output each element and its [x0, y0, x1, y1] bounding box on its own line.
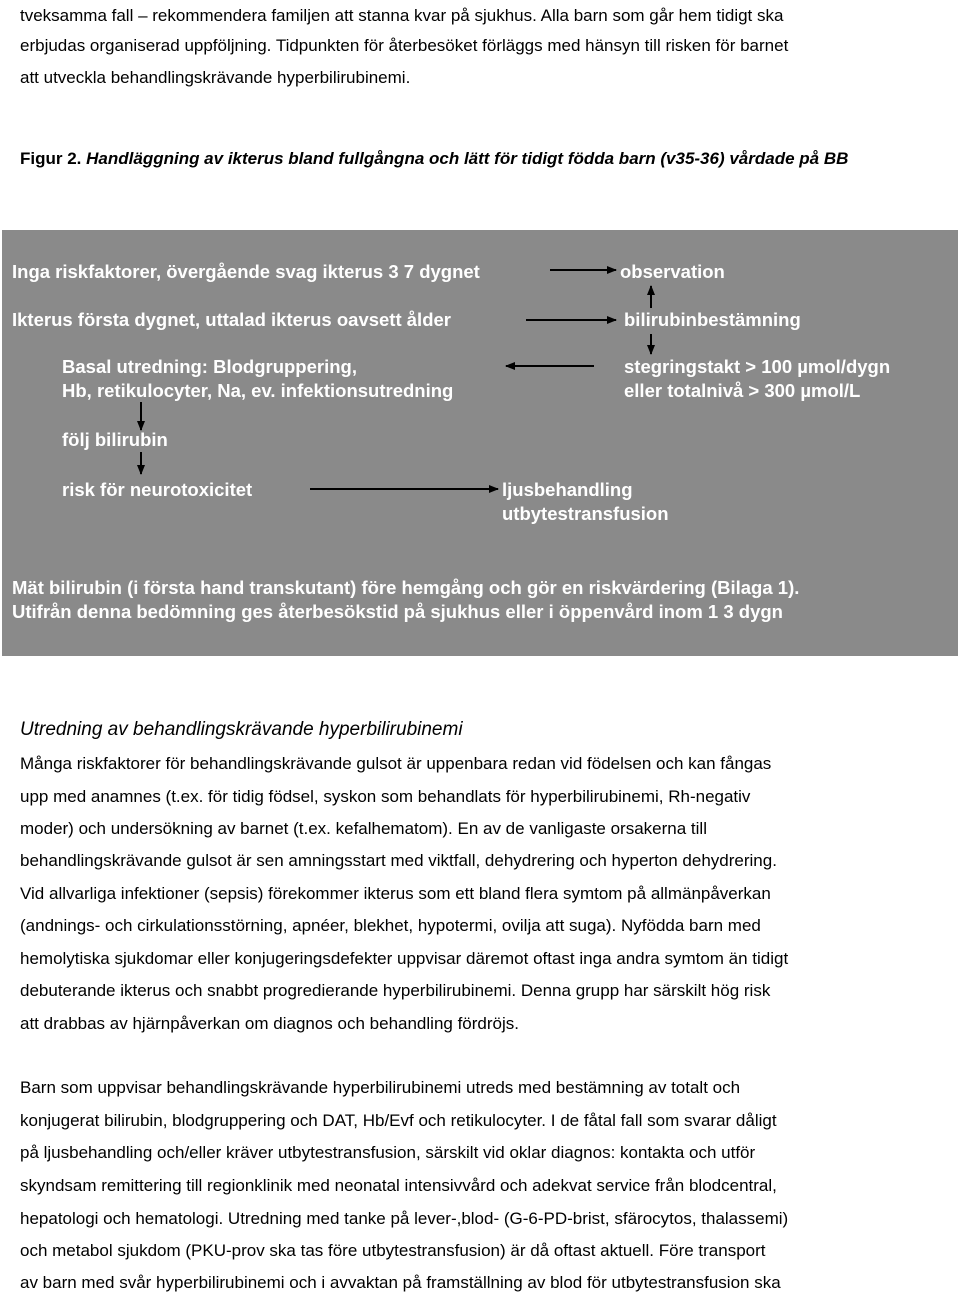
flow-rate-line2: eller totalnivå > 300 µmol/L [624, 380, 861, 401]
flow-no-risk: Inga riskfaktorer, övergående svag ikterus 3 7 dygnet [12, 261, 480, 282]
figure-title: Handläggning av ikterus bland fullgångna och lätt för tidigt födda barn (v35-36) vårdade på BB [86, 149, 849, 168]
paragraph-line: skyndsam remittering till regionklinik med neonatal intensivvård och adekvat service från blodcentral, [20, 1176, 777, 1195]
paragraph-line: hepatologi och hematologi. Utredning med tanke på lever-,blod- (G-6-PD-brist, sfärocytos, thalassemi) [20, 1209, 789, 1228]
figure-label: Figur 2. [20, 149, 82, 168]
paragraph-line: upp med anamnes (t.ex. för tidig födsel, syskon som behandlats för hyperbilirubinemi, Rh-negativ [20, 787, 751, 806]
section-heading: Utredning av behandlingskrävande hyperbilirubinemi [20, 719, 463, 740]
paragraph-line: hemolytiska sjukdomar eller konjugeringsdefekter uppvisar däremot oftast inga andra symtom än tidigt [20, 949, 789, 968]
paragraph-line: att drabbas av hjärnpåverkan om diagnos och behandling fördröjs. [20, 1014, 519, 1033]
intro-line: att utveckla behandlingskrävande hyperbilirubinemi. [20, 68, 411, 87]
paragraph-line: Många riskfaktorer för behandlingskrävande gulsot är uppenbara redan vid födelsen och kan fångas [20, 754, 772, 773]
paragraph-line: behandlingskrävande gulsot är sen amningsstart med viktfall, dehydrering och hyperton dehydrering. [20, 851, 777, 870]
paragraph-line: och metabol sjukdom (PKU-prov ska tas före utbytestransfusion) är då oftast aktuell. Före transport [20, 1241, 766, 1260]
flow-bilirubin-test: bilirubinbestämning [624, 309, 801, 330]
intro-line: erbjudas organiserad uppföljning. Tidpunkten för återbesöket förläggs med hänsyn till risken för barnet [20, 36, 789, 55]
flow-footer-line1: Mät bilirubin (i första hand transkutant) före hemgång och gör en riskvärdering (Bilaga 1). [12, 577, 800, 598]
figure-caption [20, 146, 870, 171]
flow-follow: följ bilirubin [62, 429, 168, 450]
flow-first-day: Ikterus första dygnet, uttalad ikterus oavsett ålder [12, 309, 451, 330]
flow-treatment-line2: utbytestransfusion [502, 503, 669, 524]
paragraph-line: av barn med svår hyperbilirubinemi och i avvaktan på framställning av blod för utbytestransfusion ska [20, 1273, 781, 1292]
paragraph-line: Barn som uppvisar behandlingskrävande hyperbilirubinemi utreds med bestämning av totalt och [20, 1078, 741, 1097]
flowchart-box [2, 230, 958, 656]
flow-basal-line1: Basal utredning: Blodgruppering, [62, 356, 357, 377]
flow-treatment-line1: ljusbehandling [502, 479, 633, 500]
paragraph-line: på ljusbehandling och/eller kräver utbytestransfusion, särskilt vid oklar diagnos: kontakta och utför [20, 1143, 756, 1162]
paragraph-line: moder) och undersökning av barnet (t.ex. kefalhematom). En av de vanligaste orsakerna till [20, 819, 707, 838]
paragraph-line: (andnings- och cirkulationsstörning, apnéer, blekhet, hypotermi, ovilja att suga). Nyfödda barn med [20, 916, 761, 935]
paragraph-line: debuterande ikterus och snabbt progredierande hyperbilirubinemi. Denna grupp har särskilt hög risk [20, 981, 771, 1000]
flow-basal-line2: Hb, retikulocyter, Na, ev. infektionsutredning [62, 380, 454, 401]
flow-risk: risk för neurotoxicitet [62, 479, 253, 500]
flow-footer-line2: Utifrån denna bedömning ges återbesökstid på sjukhus eller i öppenvård inom 1 3 dygn [12, 601, 783, 622]
intro-line: tveksamma fall – rekommendera familjen att stanna kvar på sjukhus. Alla barn som går hem tidigt ska [20, 6, 784, 25]
paragraph-line: Vid allvarliga infektioner (sepsis) förekommer ikterus som ett bland flera symtom på allmänpåverkan [20, 884, 771, 903]
paragraph-line: konjugerat bilirubin, blodgruppering och DAT, Hb/Evf och retikulocyter. I de fåtal fall som svarar dåligt [20, 1111, 777, 1130]
flow-observation: observation [620, 261, 725, 282]
flow-rate-line1: stegringstakt > 100 µmol/dygn [624, 356, 891, 377]
